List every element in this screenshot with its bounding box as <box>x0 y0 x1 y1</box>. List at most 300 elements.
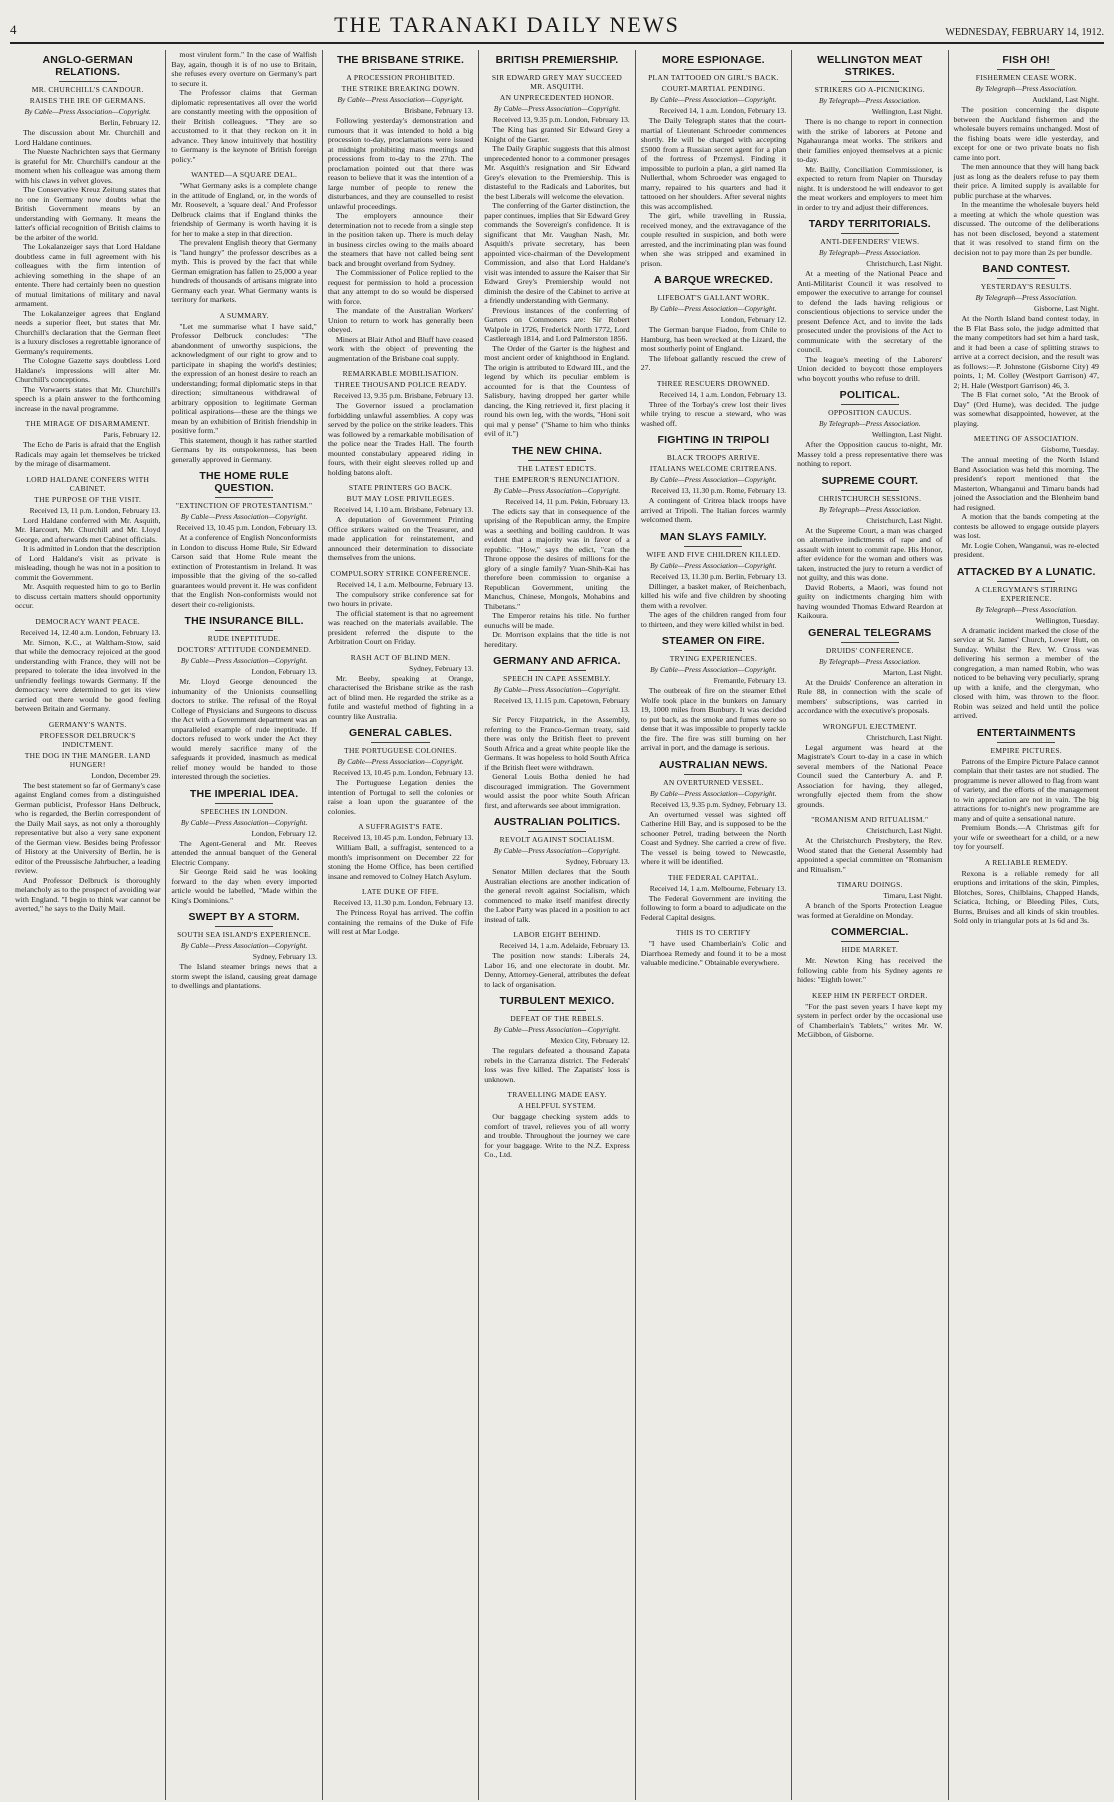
article-subheading: SPEECHES IN LONDON. <box>200 806 288 816</box>
article-subheading: DOCTORS' ATTITUDE CONDEMNED. <box>177 645 312 654</box>
article-paragraph: Legal argument was heard at the Magistrate's Court to-day in a case in which several members of the National Peace Council sued the Canterbury A. and P. Association for having, they alleged, wrongfully ejected them from the show grounds. <box>797 742 943 809</box>
article-subheading: "ROMANISM AND RITUALISM." <box>811 815 929 824</box>
article-paragraph: The Commissioner of Police replied to the request for permission to hold a procession that any attempt to do so would be dispersed with force. <box>327 268 474 306</box>
article-headline: POLITICAL. <box>839 389 900 401</box>
article <box>328 483 473 563</box>
article-paragraph: And Professor Delbruck is thoroughly melancholy as to the prospect of avoiding war with England. "I begin to think war cannot be averted," he says to the Daily Mail. <box>15 875 161 913</box>
article-byline: By Cable—Press Association—Copyright. <box>493 104 621 113</box>
article-headline: GERMANY AND AFRICA. <box>493 655 621 667</box>
headline-rule <box>841 490 899 491</box>
article-paragraph: The Lokalanzeiger says that Lord Haldane doubtless came in full agreement with his colleagues with the firm intention of achieving something in the shape of an entente. There had certainly been no question of mutual limitations of military and naval armament. <box>15 242 161 308</box>
article-subheading: LABOR EIGHT BEHIND. <box>513 930 601 939</box>
article-subheading: COURT-MARTIAL PENDING. <box>661 84 766 93</box>
article-paragraph: Patrons of the Empire Picture Palace cannot complain that their tastes are not studied. The programme is never allowed to flag from want of variety, and the efforts of the management to win appreciation are not in vain. The big attractions for to-night's new programme are many and of quite a sensational nature. <box>953 756 1099 823</box>
article-subheading: THIS IS TO CERTIFY <box>675 928 751 937</box>
article-headline: COMMERCIAL. <box>831 926 909 938</box>
article-byline: By Cable—Press Association—Copyright. <box>180 656 308 665</box>
article-headline: A BARQUE WRECKED. <box>653 274 773 286</box>
article-subheading: LIFEBOAT'S GALLANT WORK. <box>657 293 770 302</box>
article-paragraph: The regulars defeated a thousand Zapata rebels in the Carranza district. The Federals' loss was five killed. The Zapatists' loss is unknown. <box>484 1046 630 1084</box>
article-dateline: Fremantle, February 13. <box>713 676 787 685</box>
article-dateline: Received 13, 11 p.m. London, February 13. <box>29 505 161 515</box>
article <box>484 995 629 1084</box>
article-dateline: London, December 29. <box>91 770 161 780</box>
article-subheading: REVOLT AGAINST SOCIALISM. <box>499 835 615 844</box>
article <box>15 54 160 413</box>
article-dateline: Received 13, 11.30 p.m. Berlin, February 13. <box>650 571 787 581</box>
article-paragraph: The league's meeting of the Laborers' Union decided to boycott those employers who boycott youths who refuse to drill. <box>797 354 943 383</box>
article-paragraph: The Echo de Paris is afraid that the English Radicals may again let themselves be tricked by the mirage of disarmament. <box>15 440 161 468</box>
article-dateline: Paris, February 12. <box>103 430 161 439</box>
article-subheading: AN OVERTURNED VESSEL. <box>663 777 764 787</box>
article-subheading: BLACK TROOPS ARRIVE. <box>666 453 760 462</box>
article-dateline: Received 14, 1 a.m. Melbourne, February 13. <box>336 579 474 589</box>
article-paragraph: The position now stands: Liberals 24, Labor 16, and one electorate in doubt. Mr. Denny, Attorney-General, attributes the defeat to lack of organisation. <box>484 951 630 989</box>
headline-rule <box>997 581 1055 582</box>
article <box>641 434 786 525</box>
article-paragraph: The Federal Government are inviting the following to form a board to adjudicate on the Federal Capital designs. <box>640 893 787 922</box>
article-paragraph: In the meantime the wholesale buyers held a meeting at which the whole question was discussed. The outcome of the deliberations has not been disclosed, beyond a statement that it was resolved to stand firm on the decision not to pay more than 2s per bundle. <box>953 200 1099 257</box>
article-dateline: Marton, Last Night. <box>882 667 943 677</box>
article-paragraph: There is no change to report in connection with the strike of laborers at Petone and Ngahauranga meat works. The strikers and their families enjoyed themselves at a picnic to-day. <box>797 117 943 164</box>
article-paragraph: At the North Island band contest today, in the B Flat Bass solo, the judge admitted that the many competitors had set him a hard task, and it had been a case of splitting straws to arrive at a correct decision, and the result was as follows:—P. Johnstone (Gisborne City) 49 points, 1; M. Colley (Westport Garrison) 47, 2; H. Hale (Westport Garrison) 46, 3. <box>953 314 1099 390</box>
article <box>797 475 942 621</box>
article-subheading: COMPULSORY STRIKE CONFERENCE. <box>330 568 471 578</box>
article <box>641 531 786 630</box>
article <box>15 720 160 914</box>
article <box>328 727 473 816</box>
article <box>171 50 316 164</box>
article-dateline: Received 14, 1 a.m. Melbourne, February 13. <box>649 883 787 893</box>
headline-rule <box>997 69 1055 70</box>
article-subheading: LATE DUKE OF FIFE. <box>362 887 440 896</box>
article-paragraph: Mr. Bailly, Conciliation Commissioner, is expected to return from Napier on Thursday night. It is understood he will endeavor to get the meat workers and employers to meet him in order to try and adjust their differences. <box>797 164 943 212</box>
headline-rule <box>215 926 273 927</box>
article-dateline: Sydney, February 13. <box>565 857 630 866</box>
article-headline: GENERAL CABLES. <box>348 727 453 739</box>
article <box>797 627 942 716</box>
article-subheading: YESTERDAY'S RESULTS. <box>980 282 1072 291</box>
article-subheading: WRONGFUL EJECTMENT. <box>822 721 917 731</box>
article-subheading: AN UNPRECEDENTED HONOR. <box>499 93 615 102</box>
article-paragraph: The best statement so far of Germany's case against England comes from a distinguished German publicist, Professor Hans Delbruck, who is regarded, the Berlin correspondent of the Daily Mail says, as not only a thoroughly representative but also a very sane exponent of the German view. Besides being Professor of History at the University of Berlin, he is editor of the Preussische Jahrbucher, a leading review. <box>15 780 161 875</box>
headline-rule <box>684 650 742 651</box>
article-paragraph: Mr. Simon, K.C., at Waltham-Stow, said that while the democracy rejoiced at the good understanding with France, they will not be prepared to tolerate the idea involved in the unfriendly feelings towards Germany. If the democracy were determined to get its view carried out there would be good feeling between Britain and Germany. <box>15 637 161 713</box>
article-subheading: TIMARU DOINGS. <box>836 880 903 889</box>
article-paragraph: The King has granted Sir Edward Grey a Knight of the Garter. <box>484 125 630 144</box>
article-byline: By Cable—Press Association—Copyright. <box>650 304 777 313</box>
article-paragraph: The ages of the children ranged from four to thirteen, and they were killed whilst in bed. <box>640 610 787 629</box>
article-paragraph: A dramatic incident marked the close of the service at St. James' Church, Lower Hutt, on Sunday. Whilst the Rev. W. Cross was delivering his sermon a member of the congregation, a man named Robin, who was noticed to be behaving very peculiarly, sprang up with a knife, and the clergyman, who closed with him, was thrown to the floor. Robin was seized and held until the police arrived. <box>953 625 1099 720</box>
article <box>484 655 629 810</box>
article <box>954 434 1099 560</box>
article-subheading: SPEECH IN CAPE ASSEMBLY. <box>503 674 611 683</box>
article-paragraph: The German barque Fiadoo, from Chile to Hamburg, has been wrecked at the Lizard, the most southerly point of England. <box>640 325 787 353</box>
article <box>328 54 473 363</box>
article-headline: AUSTRALIAN POLITICS. <box>493 816 621 828</box>
article-headline: FISH OH! <box>1002 54 1051 66</box>
article-dateline: London, February 12. <box>720 315 787 324</box>
article-headline: MAN SLAYS FAMILY. <box>660 530 767 543</box>
article-subheading: THE LATEST EDICTS. <box>517 463 597 473</box>
article-paragraph: Sir George Reid said he was looking forward to the day when every imported article would be labelled, "Made within the King's Dominions." <box>171 867 317 905</box>
article <box>171 911 316 991</box>
article <box>328 569 473 647</box>
column-2 <box>166 50 322 1800</box>
headline-rule <box>59 81 117 82</box>
article-paragraph: A motion that the bands competing at the contests be allowed to engage outside players was lost. <box>953 512 1099 540</box>
article-paragraph: Sir Percy Fitzpatrick, in the Assembly, referring to the Franco-German treaty, said there was only the British fleet to prevent South Africa and a great white people like the Germans. It was hopeless to hold South Africa if the British fleet were withdrawn. <box>484 715 630 772</box>
article-subheading: ANTI-DEFENDERS' VIEWS. <box>820 237 920 246</box>
article-dateline: Received 13, 11.30 p.m. London, February 13. <box>333 898 474 907</box>
article-paragraph: This statement, though it has rather startled Germans by its outspokenness, has been generally approved in Germany. <box>171 435 317 464</box>
article <box>15 419 160 469</box>
article-dateline: Received 13, 9.35 p.m. Brisbane, February 13. <box>333 391 474 400</box>
headline-rule <box>684 774 742 775</box>
headline-rule <box>684 546 742 547</box>
article-paragraph: The official statement is that no agreement was reached on the materials available. The president referred the dispute to the Arbitration Court on Friday. <box>327 608 474 646</box>
article-subheading: WIFE AND FIVE CHILDREN KILLED. <box>646 549 781 559</box>
article-paragraph: Following yesterday's demonstration and rumours that it was intended to hold a big procession to-day, proclamations were issued at midnight prohibiting mass meetings and processions from to-day to the 27th. The proclamation pointed out that there was reason to believe that it was the intention of a large number of people to renew the disturbances, and they are counselled to resist unlawful proceedings. <box>327 116 474 211</box>
article-paragraph: Miners at Blair Athol and Bluff have ceased work with the object of preventing the augmentation of the Brisbane coal supply. <box>327 334 474 363</box>
article-byline: By Cable—Press Association—Copyright. <box>650 560 777 570</box>
article <box>797 926 942 985</box>
article-dateline: London, February 12. <box>251 828 317 838</box>
article-headline: THE HOME RULE QUESTION. <box>199 470 289 494</box>
headline-rule <box>841 642 899 643</box>
article-subheading: LORD HALDANE CONFERS WITH CABINET. <box>26 474 150 493</box>
article-byline: By Telegraph—Press Association. <box>975 604 1078 614</box>
article <box>484 54 629 439</box>
article-paragraph: Senator Millen declares that the South Australian elections are another indication of the general revolt against Socialism, which commenced to make itself manifest directly the Labor Party was placed in a position to act instead of talk. <box>484 867 630 924</box>
article-paragraph: The Nueste Nachrichten says that Germany is grateful for Mr. Churchill's candour at the moment when his colleague was among them with his claws in velvet gloves. <box>15 147 161 185</box>
headline-rule <box>371 69 429 70</box>
article <box>328 887 473 937</box>
article-byline: By Telegraph—Press Association. <box>819 419 921 428</box>
article-dateline: Christchurch, Last Night. <box>866 826 943 835</box>
article-paragraph: Mr. Logie Cohen, Wanganui, was re-elected president. <box>953 540 1099 559</box>
headline-rule <box>528 460 586 461</box>
headline-rule <box>997 742 1055 743</box>
article-paragraph: The discussion about Mr. Churchill and Lord Haldane continues. <box>15 128 161 147</box>
article-paragraph: After the Opposition caucus to-night, Mr. Massey told a press representative there was nothing to report. <box>797 440 943 468</box>
article-byline: By Cable—Press Association—Copyright. <box>180 941 308 950</box>
article-paragraph: Dr. Morrison explains that the title is not hereditary. <box>484 630 630 649</box>
article-headline: ENTERTAINMENTS <box>976 726 1076 739</box>
article-byline: By Cable—Press Association—Copyright. <box>650 665 777 674</box>
article-paragraph: most virulent form." In the case of Walfish Bay, again, though it is of no use to Britain, she refuses every overture on Germany's part to secure it. <box>171 50 317 88</box>
column-3 <box>323 50 479 1800</box>
article-paragraph: The Daily Telegraph states that the court-martial of Lieutenant Schroeder commences shortly. He will be charged with accepting £5000 from a Russian secret agent for a plan of the fortress of Przemysl. Finding it impossible to purloin a plan, a girl named Ila Nullerthal, whom Schroeder was engaged to marry, repaired to his quarters and had it tattooed on her shoulders. After several nights this was accomplished. <box>640 116 787 211</box>
article-subheading: ITALIANS WELCOME CRITREANS. <box>649 464 777 473</box>
article-dateline: Auckland, Last Night. <box>1032 95 1099 104</box>
article-paragraph: The edicts say that in consequence of the uprising of the Republican army, the Empire was a seething and boiling cauldron. It was evident that a majority was in favor of a republic. "How," says the edict, "can the Throne oppose the desires of millions for the glory of a single family? Yuan-Shih-Kai has therefore been commission to organise a Republican Government, uniting the Manchus, Chinese, Mongols, Mohabins and Thibetans." <box>484 506 630 611</box>
article-dateline: Received 13, 9.35 p.m. London, February 13. <box>493 115 630 124</box>
article-subheading: GERMANY'S WANTS. <box>48 719 127 729</box>
headline-rule <box>528 69 586 70</box>
article-dateline: Berlin, February 12. <box>99 118 161 127</box>
article-paragraph: At a conference of English Nonconformists in London to discuss Home Rule, Sir Edward Carson said that Home Rule meant the extinction of Protestantism in Ireland. It was impossible that the giving of the so-called guarantees would prevent it. He was confident that the English Non-conformists would not desert their co-religionists. <box>171 533 317 609</box>
article <box>954 727 1099 852</box>
article-dateline: Received 13, 10.45 p.m. London, February 13. <box>332 768 474 777</box>
article-headline: THE NEW CHINA. <box>511 444 603 457</box>
article-headline: ATTACKED BY A LUNATIC. <box>956 565 1096 578</box>
article-paragraph: The men announce that they will hang back just as long as the dealers refuse to pay them their price. A limited supply is available for public purchase at the wharves. <box>953 162 1099 200</box>
article-paragraph: The Cologne Gazette says doubtless Lord Haldane's impressions will alter Mr. Churchill's conceptions. <box>15 356 161 384</box>
article-subheading: THREE RESCUERS DROWNED. <box>656 378 770 388</box>
article-paragraph: The Vorwaerts states that Mr. Churchill's speech is a plain answer to the forthcoming increase in the naval programme. <box>15 384 161 413</box>
article-subheading: REMARKABLE MOBILISATION. <box>342 369 459 378</box>
column-4 <box>479 50 635 1800</box>
article-headline: GENERAL TELEGRAMS <box>808 626 932 639</box>
article-paragraph: "I have used Chamberlain's Colic and Diarrhoea Remedy and found it to be a most valuable medicine." Obtainable everywhere. <box>640 939 787 967</box>
article-paragraph: Mr. Newton King has received the following cable from his Sydney agents re hides: "Eighth lower." <box>797 956 943 984</box>
article-byline: By Telegraph—Press Association. <box>819 504 921 514</box>
article-byline: By Cable—Press Association—Copyright. <box>650 95 777 104</box>
headline-rule <box>215 803 273 804</box>
headline-rule <box>371 742 429 743</box>
article-paragraph: At the Christchurch Presbytery, the Rev. Wood stated that the General Assembly had appointed a special committee on "Romanism and Ritualism." <box>797 836 943 874</box>
article-byline: By Telegraph—Press Association. <box>819 656 921 666</box>
article-paragraph: General Louis Botha denied he had discouraged immigration. The Government would assist the poor white South African first, and afterwards see about immigration. <box>484 772 630 810</box>
article-paragraph: An overturned vessel was sighted off Catherine Hill Bay, and is supposed to be the schooner Petrel, trading between the North Coast and Sydney. She carried a crew of five. The vessel is being towed to Newcastle, where it will be identified. <box>640 809 787 866</box>
article-paragraph: Previous instances of the conferring of Garters on Commoners are: Sir Robert Walpole in 1726, Frederick North 1772, Lord Castlereagh 1814, and Lord Palmerston 1856. <box>484 305 630 343</box>
article-byline: By Cable—Press Association—Copyright. <box>650 475 777 484</box>
headline-rule <box>215 497 273 498</box>
article-paragraph: Mr. Lloyd George denounced the inhumanity of the Unionists counselling doctors to strike. The refusal of the Royal College of Physicians and Surgeons to discuss the Act with a Government department was an unparalleled example of rude ineptitude. If doctors refused to work under the Act they would merely sacrifice many of the safeguards it provided, inasmuch as medical relief money would be handed to those interested through the societies. <box>171 677 317 781</box>
article-byline: By Cable—Press Association—Copyright. <box>493 1025 621 1034</box>
column-6 <box>792 50 948 1800</box>
article-byline: By Cable—Press Association—Copyright. <box>493 485 621 495</box>
article-subheading: TRYING EXPERIENCES. <box>669 654 758 663</box>
article-byline: By Telegraph—Press Association. <box>819 248 921 257</box>
article-paragraph: At the Supreme Court, a man was charged on alternative indictments of rape and of assault with intent to commit rape. His Honor, after evidence for the woman and others was taken, instructed the jury to return a verdict of not guilty, and this was done. <box>797 525 943 582</box>
headline-rule <box>841 233 899 234</box>
article <box>171 311 316 465</box>
article-subheading: A HELPFUL SYSTEM. <box>517 1101 596 1110</box>
newspaper-title: THE TARANAKI DAILY NEWS <box>334 12 680 37</box>
article-paragraph: The Island steamer brings news that a storm swept the island, causing great damage to dwellings and plantations. <box>171 962 317 990</box>
article <box>484 816 629 924</box>
article-subheading: HIDE MARKET. <box>841 945 898 954</box>
article-headline: BRITISH PREMIERSHIP. <box>495 54 619 66</box>
column-5 <box>636 50 792 1800</box>
article <box>797 54 942 212</box>
headline-rule <box>684 289 742 290</box>
article-subheading: THE FEDERAL CAPITAL. <box>668 872 759 882</box>
article <box>641 379 786 429</box>
article <box>954 263 1099 428</box>
article <box>797 218 942 383</box>
article-paragraph: William Ball, a suffragist, sentenced to a month's imprisonment on December 22 for stoning the Home Office, has been certified insane and removed to Colney Hatch Asylum. <box>327 843 474 881</box>
article-subheading: STATE PRINTERS GO BACK. <box>348 483 453 492</box>
article-paragraph: "For the past seven years I have kept my system in perfect order by the occasional use of Chamberlain's Tablets," writes Mr. W. McGibbon, of Gisborne. <box>797 1001 943 1039</box>
headline-rule <box>684 69 742 70</box>
article-paragraph: At the Druids' Conference an alteration in Rule 88, in connection with the scale of members' subscriptions, was carried in accordance with the executive's proposals. <box>797 677 943 715</box>
article-dateline: London, February 13. <box>251 667 317 676</box>
article-byline: By Telegraph—Press Association. <box>975 293 1078 302</box>
article-dateline: Received 14, 1 a.m. London, February 13. <box>659 389 787 399</box>
article <box>328 369 473 477</box>
article-paragraph: David Roberts, a Maori, was found not guilty on indictments charging him with having wounded Thomas Edward Reardon at Kaikoura. <box>797 582 943 620</box>
article-byline: By Cable—Press Association—Copyright. <box>493 685 621 694</box>
article <box>171 170 316 305</box>
article-byline: By Cable—Press Association—Copyright. <box>337 757 464 766</box>
article-subheading: STRIKERS GO A-PICNICKING. <box>814 85 925 94</box>
article-paragraph: A branch of the Sports Protection League was formed at Geraldine on Monday. <box>797 901 943 920</box>
article <box>328 653 473 722</box>
article-paragraph: The Emperor retains his title. No further eunuchs will be made. <box>484 611 630 630</box>
article <box>797 815 942 874</box>
article-subheading: THREE THOUSAND POLICE READY. <box>334 380 467 389</box>
article-subheading: EMPIRE PICTURES. <box>990 745 1062 755</box>
article-headline: TARDY TERRITORIALS. <box>808 218 931 230</box>
article-dateline: Christchurch, Last Night. <box>866 515 943 525</box>
article-subheading: THE EMPEROR'S RENUNCIATION. <box>494 474 620 484</box>
article-dateline: Wellington, Last Night. <box>871 430 943 439</box>
article <box>641 274 786 373</box>
article-paragraph: Dillinger, a basket maker, of Reichenbach, killed his wife and five children by shooting them with a revolver. <box>640 581 787 610</box>
article <box>641 759 786 867</box>
article-paragraph: "Let me summarise what I have said," Professor Delbruck concludes: "The abandonment of unworthy suspicions, the acknowledgment of our right to grow and to participate in shaping the world's destinies; the expression of an honest desire to reach an understanding; formal diplomatic steps in that direction; simultaneous withdrawal of arbitrary opposition to legitimate German political aspirations—these are the things we mean by an exhibition of British friendship in positive form." <box>171 321 317 435</box>
article-dateline: Received 13, 10.45 p.m. London, February 13. <box>332 833 474 842</box>
article <box>797 880 942 920</box>
article <box>641 635 786 753</box>
article <box>15 617 160 714</box>
article-paragraph: The conferring of the Garter distinction, the paper continues, implies that Sir Edward Grey commands the Sovereign's confidence. It is significant that Mr. Vaughan Nash, Mr. Asquith's private secretary, has been appointed vice-chairman of the Development Commission, and also that Lord Haldane's visit was intended to assure the Kaiser that Sir Edward Grey's Premiership would not diminish the desire of the Cabinet to arrive at a friendly understanding with Germany. <box>484 201 630 305</box>
article-headline: AUSTRALIAN NEWS. <box>659 758 768 771</box>
article-dateline: Received 13, 11.30 p.m. Rome, February 13. <box>651 486 787 495</box>
article-paragraph: A deputation of Government Printing Office strikers waited on the Treasurer, and made application for reinstatement, and announced their determination to dissociate themselves from the unions. <box>327 515 474 562</box>
article-paragraph: Premium Bonds.—A Christmas gift for your wife or sweetheart for a child, or a new toy for yourself. <box>953 823 1099 851</box>
article-headline: THE INSURANCE BILL. <box>184 615 304 627</box>
article-headline: BAND CONTEST. <box>982 263 1071 275</box>
article-dateline: Received 13, 10.45 p.m. London, February 13. <box>176 523 317 532</box>
article-byline: By Cable—Press Association—Copyright. <box>180 512 308 521</box>
article-headline: SWEPT BY A STORM. <box>188 911 300 923</box>
headline-rule <box>528 670 586 671</box>
article <box>954 858 1099 926</box>
article-subheading: SIR EDWARD GREY MAY SUCCEED MR. ASQUITH. <box>491 73 623 91</box>
article-subheading: CHRISTCHURCH SESSIONS. <box>818 493 922 503</box>
article-subheading: SOUTH SEA ISLAND'S EXPERIENCE. <box>177 930 312 939</box>
article <box>171 470 316 609</box>
column-1 <box>10 50 166 1800</box>
article <box>797 991 942 1040</box>
article <box>797 722 942 810</box>
headline-rule <box>684 449 742 450</box>
article-dateline: Mexico City, February 12. <box>550 1036 630 1045</box>
headline-rule <box>528 1010 586 1011</box>
article-dateline: Received 13, 11.15 p.m. Capetown, February 13. <box>493 696 630 714</box>
article-subheading: PROFESSOR DELBRUCK'S INDICTMENT. <box>39 730 136 749</box>
article-subheading: THE STRIKE BREAKING DOWN. <box>341 84 460 93</box>
article-subheading: PLAN TATTOOED ON GIRL'S BACK. <box>648 73 779 82</box>
article-headline: TURBULENT MEXICO. <box>499 995 615 1007</box>
article-headline: THE BRISBANE STRIKE. <box>337 54 465 66</box>
article-subheading: RASH ACT OF BLIND MEN. <box>350 652 451 662</box>
article-paragraph: The Agent-General and Mr. Reeves attended the annual banquet of the General Electric Company. <box>171 838 317 867</box>
article-paragraph: The B Flat cornet solo, "At the Brook of Day" (Ord Hume), was decided. The judge was somewhat disappointed, however, at the playing. <box>953 390 1099 428</box>
article-subheading: OPPOSITION CAUCUS. <box>828 408 912 417</box>
article <box>15 475 160 611</box>
headline-rule <box>215 630 273 631</box>
article-headline: ANGLO-GERMAN RELATIONS. <box>42 54 133 78</box>
masthead <box>10 8 1104 44</box>
article-paragraph: The Order of the Garter is the highest and most ancient order of knighthood in England. The origin is attributed to Edward III., and the legend by which its peculiar emblem is accounted for is that the Countess of Salisbury, having dropped her garter while dancing, the King retrieved it, first placing it round his own leg, with the words, "Honi soit qui mal y pense" ("Shame to him who thinks evil of it.") <box>484 343 630 438</box>
article-dateline: Received 14, 1 a.m. Adelaide, February 13. <box>499 941 630 950</box>
article-subheading: DRUIDS' CONFERENCE. <box>825 645 914 655</box>
article-dateline: Wellington, Last Night. <box>871 107 943 116</box>
article <box>954 566 1099 721</box>
article <box>171 788 316 906</box>
article-paragraph: A contingent of Critrea black troops have arrived at Tripoli. The Italian forces warmly welcomed them. <box>640 496 787 524</box>
article-subheading: KEEP HIM IN PERFECT ORDER. <box>812 990 928 1000</box>
article-dateline: Received 14, 12.40 a.m. London, February 13. <box>20 627 161 637</box>
article-subheading: BUT MAY LOSE PRIVILEGES. <box>346 494 455 503</box>
article <box>171 615 316 782</box>
headline-rule <box>841 941 899 942</box>
article-dateline: Wellington, Tuesday. <box>1035 615 1099 625</box>
article-subheading: THE MIRAGE OF DISARMAMENT. <box>25 419 150 428</box>
article-subheading: "EXTINCTION OF PROTESTANTISM." <box>175 501 313 510</box>
article-subheading: THE PURPOSE OF THE VISIT. <box>34 494 142 504</box>
article-dateline: Christchurch, Last Night. <box>866 259 943 268</box>
page-number: 4 <box>10 22 17 37</box>
article-paragraph: It is admitted in London that the description of Lord Haldane's visit as private is misleading, though he was not in a position to commit the Government. <box>15 544 161 582</box>
article-headline: THE IMPERIAL IDEA. <box>189 787 299 800</box>
article <box>484 930 629 989</box>
article-byline: By Cable—Press Association—Copyright. <box>493 846 621 855</box>
article-byline: By Telegraph—Press Association. <box>975 84 1078 93</box>
article-paragraph: The compulsory strike conference sat for two hours in private. <box>327 589 474 608</box>
article-byline: By Cable—Press Association—Copyright. <box>337 95 464 104</box>
article-byline: By Cable—Press Association—Copyright. <box>24 107 151 116</box>
article-paragraph: The Daily Graphic suggests that this almost unprecedented honor to a commoner presages Mr. Asquith's resignation and Sir Edward Grey's elevation to the Premiership. This is distasteful to the Radicals and Laborites, but the best Liberals will welcome the elevation. <box>484 144 630 201</box>
article-subheading: A SUFFRAGIST'S FATE. <box>358 822 443 831</box>
article <box>641 54 786 268</box>
article-subheading: THE PORTUGUESE COLONIES. <box>344 746 457 755</box>
article-subheading: TRAVELLING MADE EASY. <box>507 1090 607 1099</box>
article-subheading: THE DOG IN THE MANGER. LAND HUNGER! <box>24 750 151 769</box>
article-subheading: A CLERGYMAN'S STIRRING EXPERIENCE. <box>974 584 1078 603</box>
article-subheading: WANTED—A SQUARE DEAL. <box>191 170 298 179</box>
article-dateline: Received 14, 11 p.m. Pekin, February 13. <box>505 496 630 506</box>
article-paragraph: The Princess Royal has arrived. The coffin containing the remains of the Duke of Fife will rest at Mar Lodge. <box>327 908 474 936</box>
article-subheading: A PROCESSION PROHIBITED. <box>346 73 455 82</box>
article-paragraph: The annual meeting of the North Island Band Association was held this morning. The president's report mentioned that the Masterton, Whanganui and Timaru bands had joined the Association and the Blenheim band had resigned. <box>953 455 1099 512</box>
article-paragraph: The employers announce their determination not to recede from a single step in the position taken up. There is much delay in business circles owing to the mails aboard the steamers that have not called being sent back and brought overland from Sydney. <box>327 211 474 268</box>
article-paragraph: The outbreak of fire on the steamer Ethel Wolfe took place in the bunkers on January 19, 1000 miles from Bunbury. It was decided to put back, as the smoke and fumes were so dense that it was impossible to properly tackle the fire. The fire was still burning on her arrival in port, and the damage is serious. <box>640 686 787 752</box>
issue-date: WEDNESDAY, FEBRUARY 14, 1912. <box>945 27 1104 38</box>
article-paragraph: The Professor claims that German diplomatic representatives all over the world are constantly meeting with the opposition of their British colleagues. "They are so accustomed to it that they reckon on it in advance. They know intuitively that hostility to Germany is the keynote of British foreign policy." <box>171 88 317 164</box>
article <box>641 873 786 923</box>
article-dateline: Received 14, 1 a.m. London, February 13. <box>659 106 787 115</box>
article-headline: STEAMER ON FIRE. <box>661 635 765 647</box>
article-paragraph: The prevalent English theory that Germany is "land hungry" the professor describes as a myth. This is proved by the fact that while German emigration has fallen to 25,000 a year hundreds of thousands of artisans migrate into Germany each year. What Germany wants is territory for markets. <box>171 238 317 304</box>
article-paragraph: Our baggage checking system adds to comfort of travel, relieves you of all worry and trouble. Throughout the journey we care for your baggage. Write to the N.Z. Express Co., Ltd. <box>484 1112 630 1159</box>
article-headline: MORE ESPIONAGE. <box>662 54 765 66</box>
article <box>641 928 786 968</box>
article-paragraph: The Lokalanzeiger agrees that England needs a superior fleet, but states that Mr. Churchill's declaration that the German fleet is a luxury discloses a regrettable ignorance of Germany's requirements. <box>15 308 161 356</box>
article-paragraph: Lord Haldane conferred with Mr. Asquith, Mr. Harcourt, Mr. Churchill and Mr. Lloyd George, and afterwards met Cabinet officials. <box>15 515 161 544</box>
article-subheading: DEFEAT OF THE REBELS. <box>510 1014 604 1023</box>
article-dateline: Brisbane, February 13. <box>404 106 474 115</box>
article-byline: By Cable—Press Association—Copyright. <box>180 817 308 827</box>
headline-rule <box>841 81 899 82</box>
article-dateline: Sydney, February 13. <box>252 952 317 961</box>
columns <box>10 50 1104 1800</box>
